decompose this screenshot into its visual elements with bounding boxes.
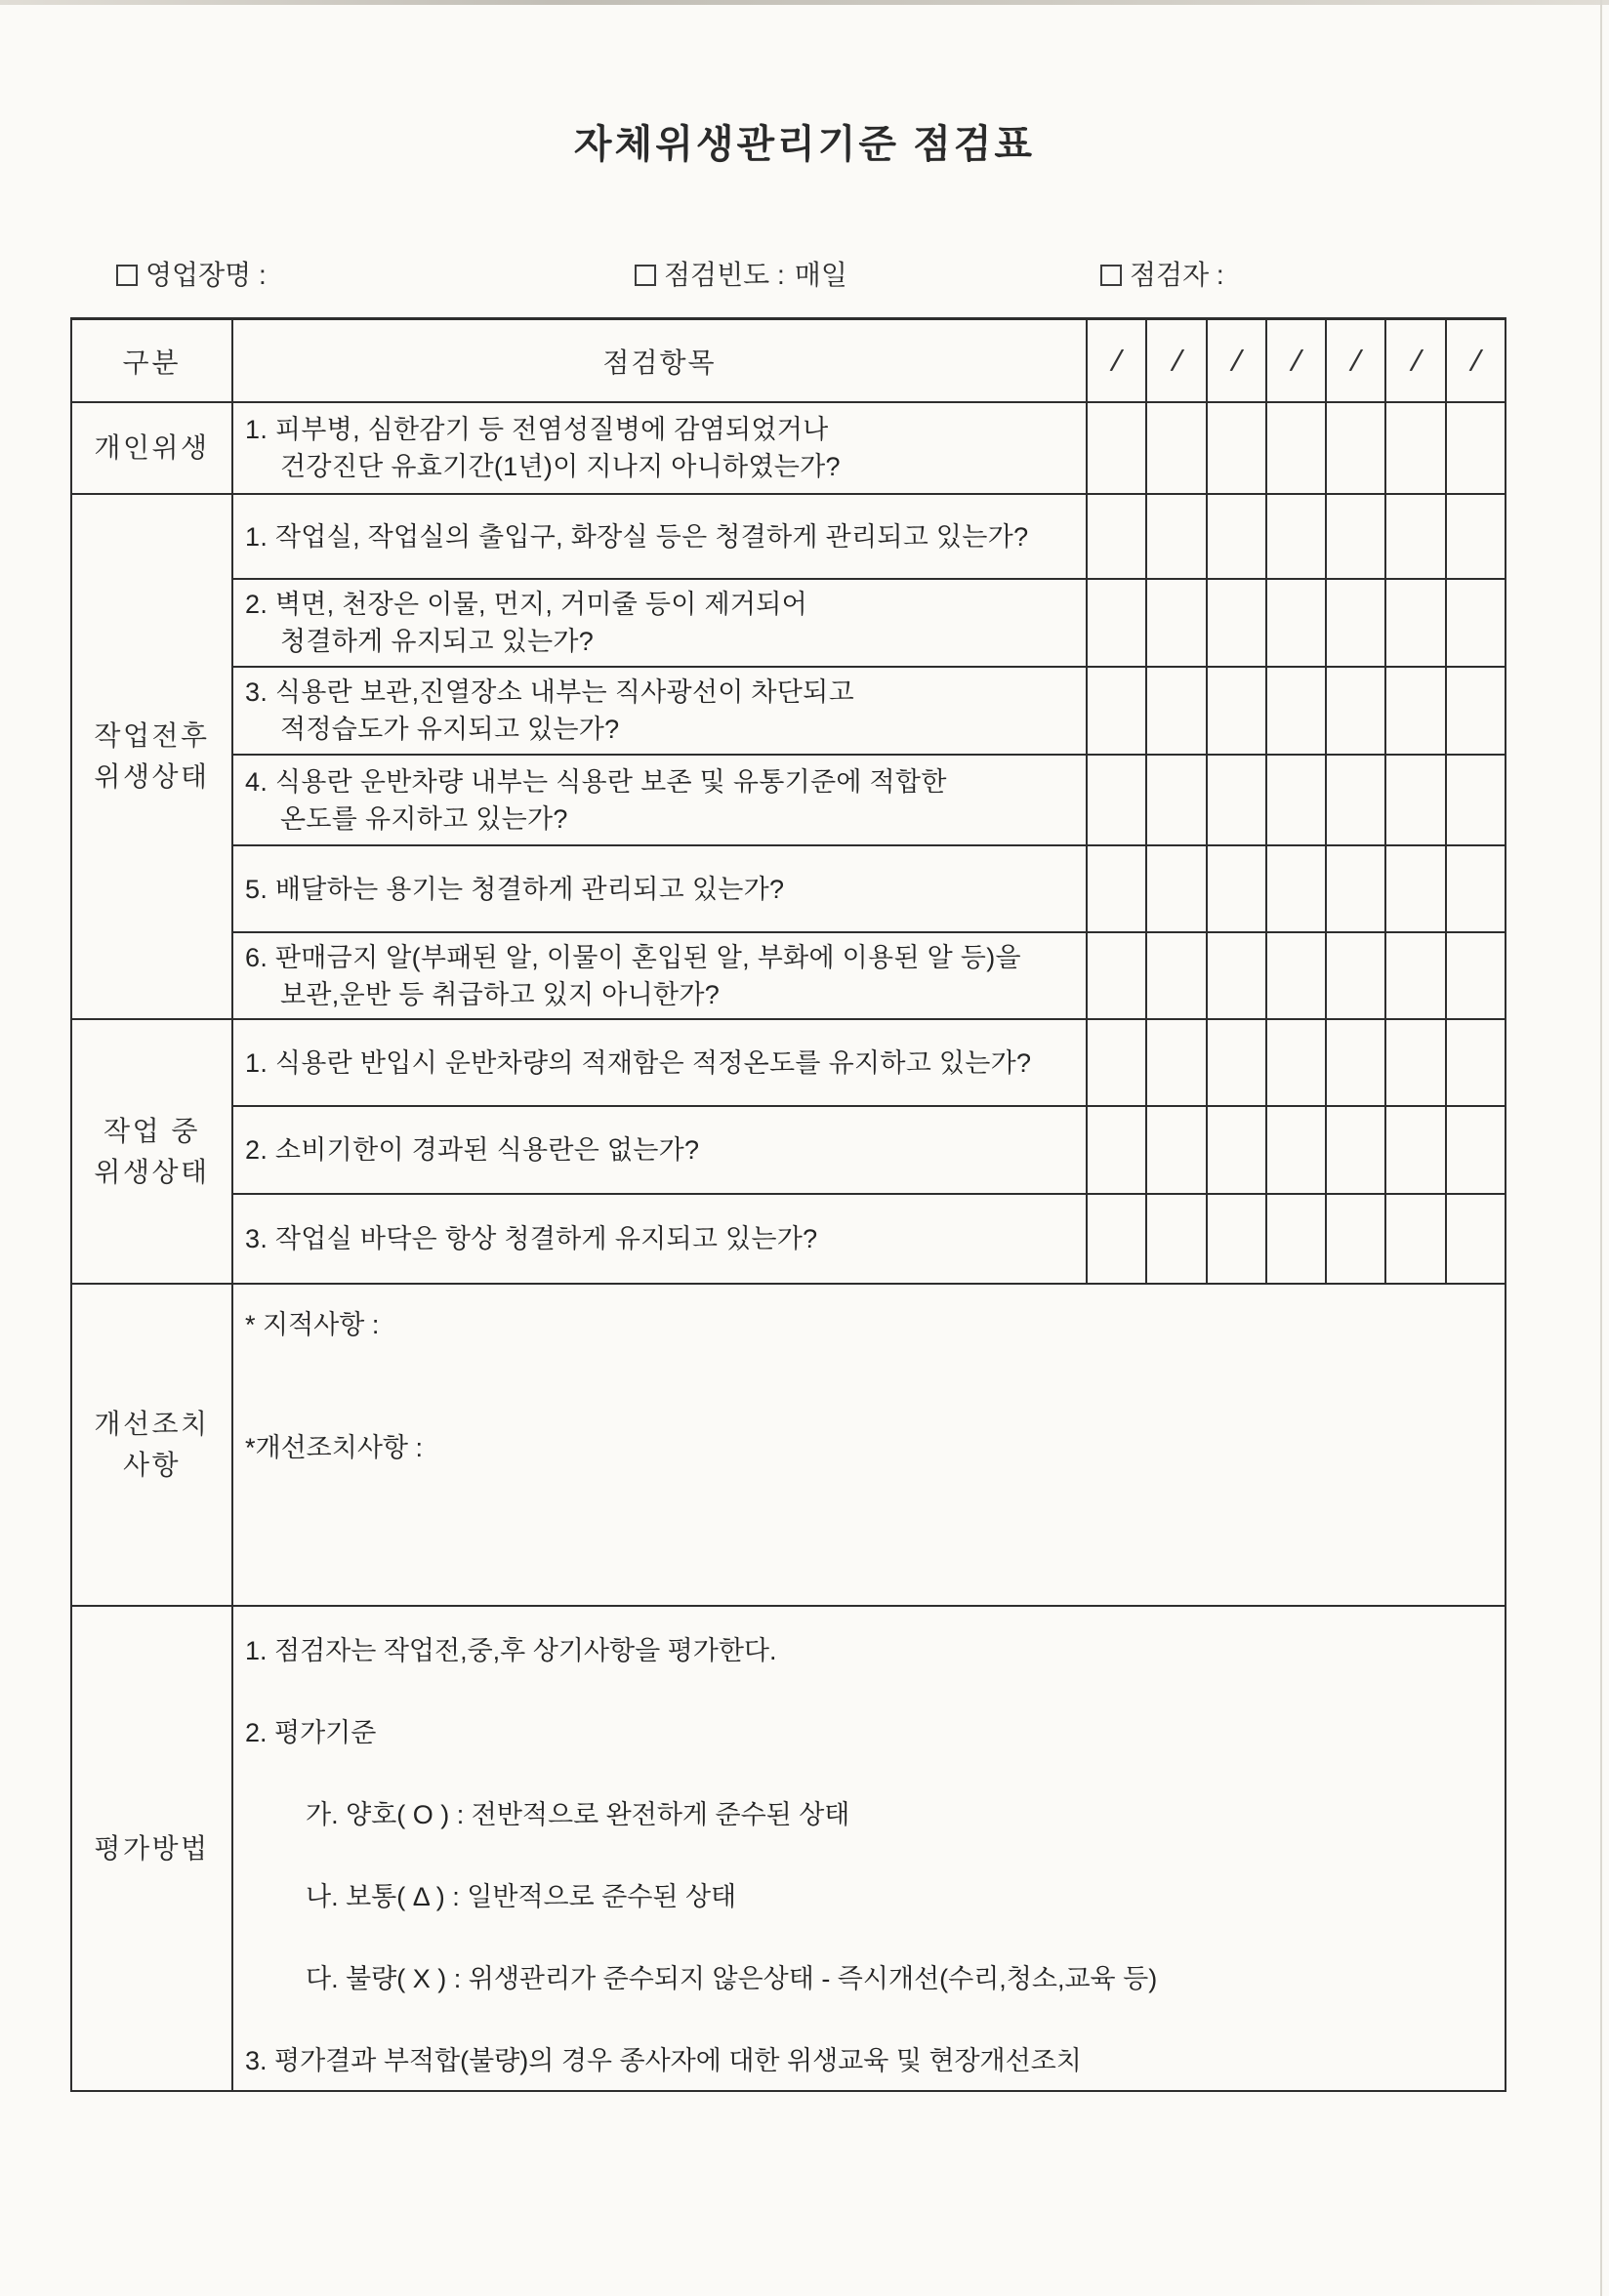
check-cell — [1386, 580, 1446, 666]
check-cell — [1267, 668, 1327, 754]
question-line: 보관,운반 등 취급하고 있지 아니한가? — [280, 979, 721, 1009]
section-label-text: 위생상태 — [94, 1156, 210, 1187]
check-cell — [1088, 933, 1147, 1018]
section-rows — [233, 403, 1505, 493]
section-rows — [233, 495, 1505, 1018]
checkbox-icon — [1100, 265, 1122, 286]
check-cell — [1327, 933, 1386, 1018]
check-cell — [1447, 1107, 1505, 1193]
evaluation-line: 1. 점검자는 작업전,중,후 상기사항을 평가한다. — [245, 1636, 777, 1665]
check-cell — [1327, 756, 1386, 844]
check-cell — [1327, 580, 1386, 666]
section-label-text: 작업 중 — [103, 1115, 200, 1146]
check-cell — [1088, 668, 1147, 754]
check-cell — [1386, 1020, 1446, 1105]
check-cell — [1386, 1107, 1446, 1193]
check-cell — [1386, 933, 1446, 1018]
column-header-category: 구분 — [72, 320, 233, 401]
check-cell — [1147, 1020, 1207, 1105]
section-label-text: 사항 — [122, 1450, 182, 1480]
scan-edge-artifact-right — [1600, 0, 1602, 2296]
evaluation-line: 3. 평가결과 부적합(불량)의 경우 종사자에 대한 위생교육 및 현장개선조치 — [245, 2046, 1082, 2075]
section-label-text: 작업전후 — [94, 720, 210, 751]
check-cell — [1386, 756, 1446, 844]
check-cell — [1327, 495, 1386, 578]
check-cell — [1267, 933, 1327, 1018]
slash-mark: / — [1410, 343, 1422, 378]
question-line: 2. 벽면, 천장은 이물, 먼지, 거미줄 등이 제거되어 — [245, 590, 808, 619]
check-cell — [1447, 1195, 1505, 1283]
evaluation-line: 2. 평가기준 — [245, 1718, 377, 1747]
check-cell — [1147, 1107, 1207, 1193]
check-cell — [1267, 495, 1327, 578]
question-cell — [233, 403, 1088, 493]
question-row — [233, 754, 1505, 844]
question-line: 건강진단 유효기간(1년)이 지나지 아니하였는가? — [280, 452, 841, 481]
section-label — [72, 495, 233, 1018]
corrective-actions-cell — [233, 1285, 1505, 1605]
check-cell — [1147, 846, 1207, 931]
section-personal-hygiene — [72, 401, 1505, 493]
check-cell — [1147, 756, 1207, 844]
question-row — [233, 1020, 1505, 1105]
inspector-field — [1100, 254, 1234, 293]
date-header-cell — [1267, 320, 1327, 401]
date-header-cell — [1208, 320, 1267, 401]
slash-mark: / — [1111, 343, 1123, 378]
section-label — [72, 1020, 233, 1283]
check-cell — [1386, 495, 1446, 578]
inspector-label: 점검자 : — [1130, 260, 1224, 290]
check-cell — [1327, 1107, 1386, 1193]
inspection-frequency-value: 매일 — [794, 260, 847, 290]
check-cell — [1208, 403, 1267, 493]
question-line: 청결하게 유지되고 있는가? — [280, 627, 595, 656]
inspection-frequency-label: 점검빈도 : — [664, 260, 785, 290]
question-row — [233, 931, 1505, 1018]
section-label-text: 위생상태 — [94, 761, 210, 792]
question-line: 온도를 유지하고 있는가? — [280, 803, 568, 834]
question-line: 1. 피부병, 심한감기 등 전염성질병에 감염되었거나 — [245, 415, 829, 444]
check-cell — [1088, 403, 1147, 493]
check-cell — [1088, 846, 1147, 931]
question-cell — [233, 1020, 1088, 1105]
question-row — [233, 666, 1505, 754]
question-line: 4. 식용란 운반차량 내부는 식용란 보존 및 유통기준에 적합한 — [245, 766, 947, 797]
check-cell — [1447, 580, 1505, 666]
evaluation-method-cell — [233, 1607, 1505, 2090]
corrective-actions-label: *개선조치사항 : — [245, 1433, 424, 1462]
check-cell — [1088, 1195, 1147, 1283]
check-cell — [1088, 495, 1147, 578]
check-cell — [1447, 846, 1505, 931]
evaluation-line: 다. 불량( X ) : 위생관리가 준수되지 않은상태 - 즉시개선(수리,청소,교육 등) — [306, 1964, 1158, 1993]
section-during-work-hygiene — [72, 1018, 1505, 1283]
check-cell — [1327, 846, 1386, 931]
slash-mark: / — [1469, 343, 1481, 378]
check-cell — [1386, 1195, 1446, 1283]
check-cell — [1447, 1020, 1505, 1105]
business-name-label: 영업장명 : — [145, 260, 267, 290]
section-pre-post-work-hygiene — [72, 493, 1505, 1018]
check-cell — [1147, 495, 1207, 578]
section-rows — [233, 1020, 1505, 1283]
scan-edge-artifact-top — [0, 0, 1609, 5]
question-line: 2. 소비기한이 경과된 식용란은 없는가? — [245, 1135, 700, 1165]
date-header-cell — [1386, 320, 1446, 401]
check-cell — [1447, 933, 1505, 1018]
question-row — [233, 495, 1505, 578]
check-cell — [1208, 1107, 1267, 1193]
check-cell — [1208, 756, 1267, 844]
check-cell — [1327, 1020, 1386, 1105]
page-title: 자체위생관리기준 점검표 — [573, 123, 1036, 166]
question-line: 1. 작업실, 작업실의 출입구, 화장실 등은 청결하게 관리되고 있는가? — [245, 521, 1029, 552]
check-cell — [1208, 933, 1267, 1018]
question-line: 5. 배달하는 용기는 청결하게 관리되고 있는가? — [245, 874, 785, 904]
business-name-field — [116, 254, 276, 293]
check-cell — [1147, 668, 1207, 754]
check-cell — [1447, 403, 1505, 493]
check-cell — [1386, 403, 1446, 493]
evaluation-line: 나. 보통( Δ ) : 일반적으로 준수된 상태 — [306, 1882, 737, 1911]
check-cell — [1386, 846, 1446, 931]
check-cell — [1208, 495, 1267, 578]
section-corrective-actions — [72, 1283, 1505, 1605]
question-cell — [233, 846, 1088, 931]
question-cell — [233, 495, 1088, 578]
slash-mark: / — [1350, 343, 1362, 378]
check-cell — [1208, 580, 1267, 666]
check-cell — [1327, 668, 1386, 754]
question-row — [233, 403, 1505, 493]
question-row — [233, 1105, 1505, 1193]
check-cell — [1267, 1195, 1327, 1283]
question-cell — [233, 1195, 1088, 1283]
question-cell — [233, 580, 1088, 666]
question-cell — [233, 668, 1088, 754]
section-label-text: 개인위생 — [94, 432, 210, 463]
section-label — [72, 403, 233, 493]
question-row — [233, 578, 1505, 666]
section-evaluation-method — [72, 1605, 1505, 2090]
check-cell — [1088, 1020, 1147, 1105]
question-cell — [233, 1107, 1088, 1193]
question-line: 1. 식용란 반입시 운반차량의 적재함은 적정온도를 유지하고 있는가? — [245, 1047, 1032, 1078]
header-fields-row — [0, 254, 1609, 293]
check-cell — [1267, 403, 1327, 493]
check-cell — [1208, 846, 1267, 931]
checkbox-icon — [116, 265, 138, 286]
check-cell — [1267, 846, 1327, 931]
pointed-out-items-label: * 지적사항 : — [245, 1310, 380, 1339]
date-header-cell — [1447, 320, 1505, 401]
check-cell — [1088, 1107, 1147, 1193]
column-header-item: 점검항목 — [233, 320, 1088, 401]
date-header-cell — [1147, 320, 1207, 401]
check-cell — [1267, 1107, 1327, 1193]
section-label-text: 개선조치 — [94, 1409, 210, 1439]
check-cell — [1147, 933, 1207, 1018]
check-cell — [1147, 403, 1207, 493]
check-cell — [1447, 495, 1505, 578]
question-cell — [233, 933, 1088, 1018]
table-header-row — [72, 320, 1505, 401]
check-cell — [1267, 1020, 1327, 1105]
check-cell — [1327, 403, 1386, 493]
check-cell — [1147, 580, 1207, 666]
check-cell — [1208, 1195, 1267, 1283]
slash-mark: / — [1290, 343, 1302, 378]
slash-mark: / — [1171, 343, 1182, 378]
check-cell — [1327, 1195, 1386, 1283]
check-cell — [1147, 1195, 1207, 1283]
section-label — [72, 1285, 233, 1605]
check-cell — [1447, 668, 1505, 754]
check-cell — [1208, 1020, 1267, 1105]
checkbox-icon — [635, 265, 656, 286]
check-cell — [1386, 668, 1446, 754]
evaluation-line: 가. 양호( O ) : 전반적으로 완전하게 준수된 상태 — [306, 1800, 850, 1829]
check-cell — [1088, 756, 1147, 844]
section-label-text: 평가방법 — [94, 1832, 210, 1864]
check-cell — [1088, 580, 1147, 666]
section-label — [72, 1607, 233, 2090]
check-cell — [1208, 668, 1267, 754]
question-line: 3. 작업실 바닥은 항상 청결하게 유지되고 있는가? — [245, 1224, 818, 1253]
question-line: 적정습도가 유지되고 있는가? — [280, 715, 620, 744]
question-row — [233, 844, 1505, 931]
date-header-cell — [1327, 320, 1386, 401]
check-cell — [1447, 756, 1505, 844]
question-line: 6. 판매금지 알(부패된 알, 이물이 혼입된 알, 부화에 이용된 알 등)을 — [245, 942, 1021, 972]
question-cell — [233, 756, 1088, 844]
question-line: 3. 식용란 보관,진열장소 내부는 직사광선이 차단되고 — [245, 677, 854, 707]
question-row — [233, 1193, 1505, 1283]
check-cell — [1267, 756, 1327, 844]
inspection-frequency-field — [635, 254, 847, 293]
date-header-cell — [1088, 320, 1147, 401]
checklist-table — [70, 317, 1506, 2092]
slash-mark: / — [1230, 343, 1242, 378]
check-cell — [1267, 580, 1327, 666]
